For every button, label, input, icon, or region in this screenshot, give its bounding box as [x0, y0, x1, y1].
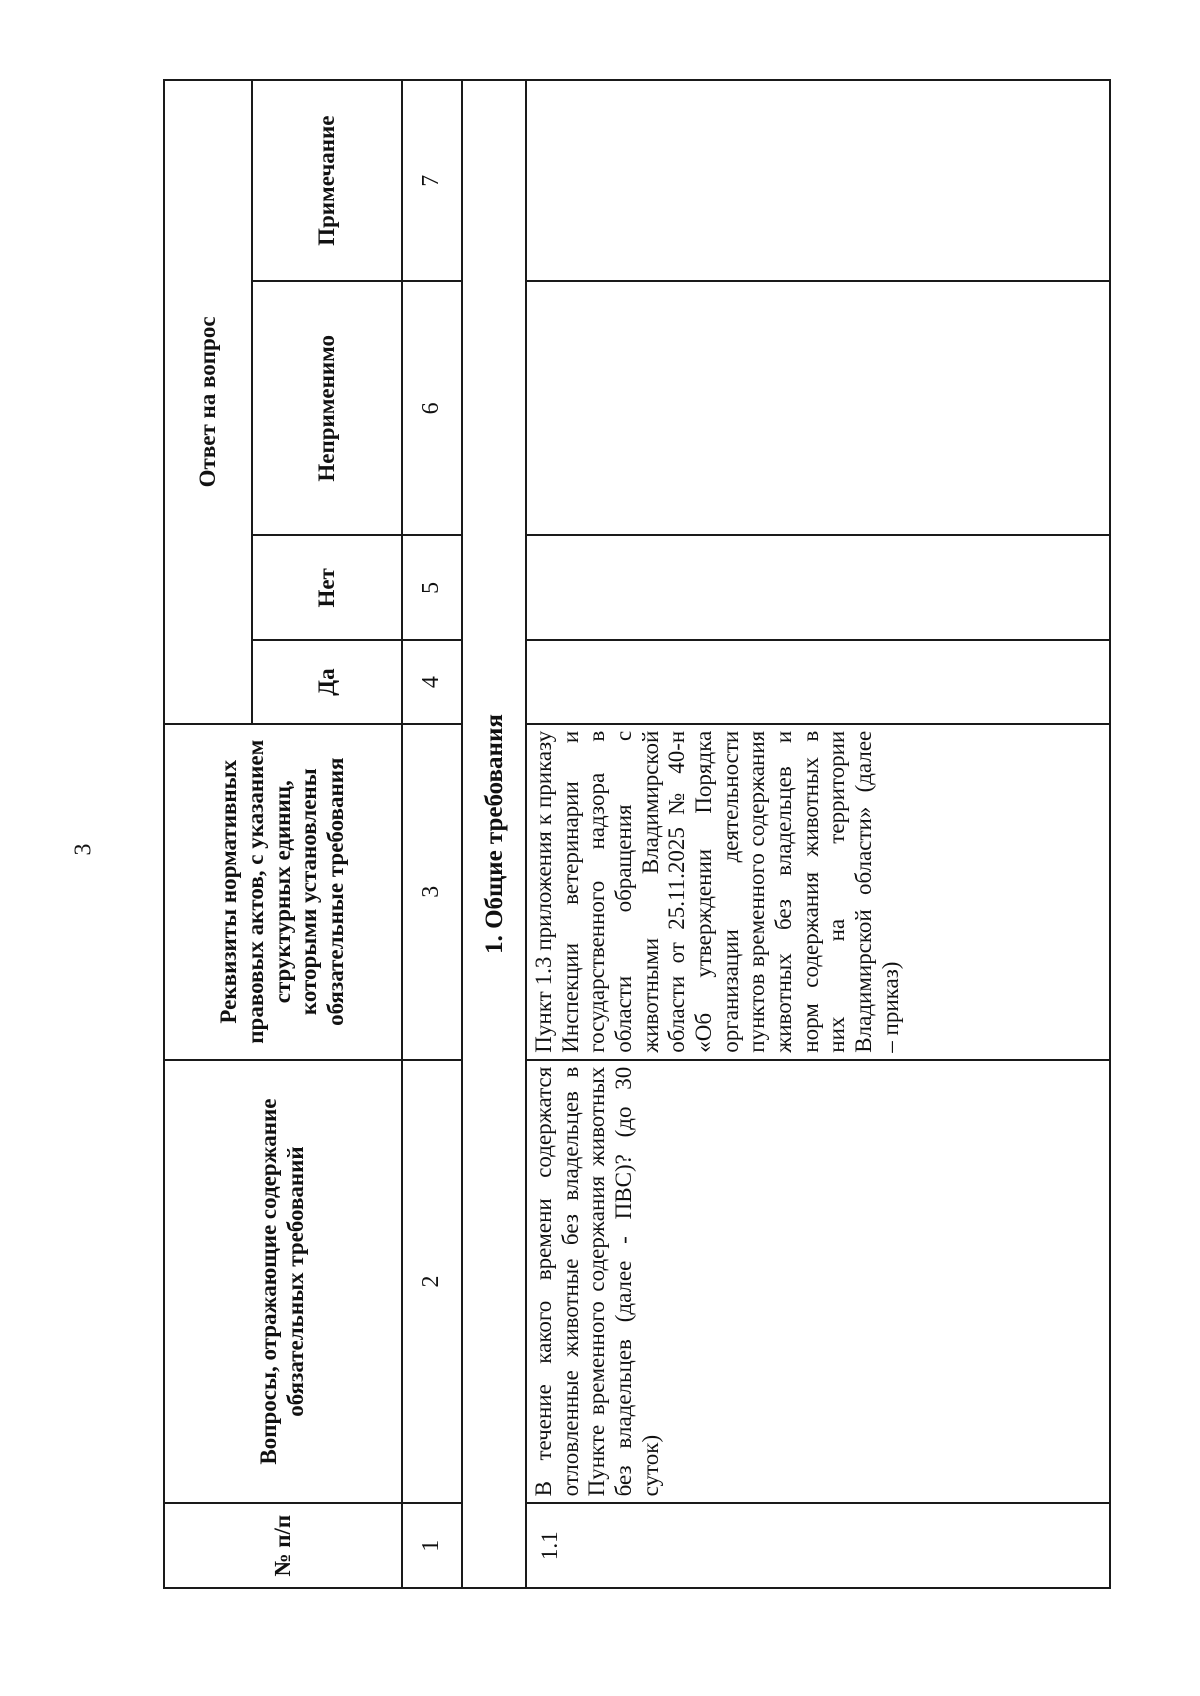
- column-number: 6: [402, 281, 462, 535]
- header-note: Примечание: [252, 80, 402, 281]
- section-row: [462, 80, 526, 1588]
- header-requisites: Реквизиты нормативных правовых актов, с указанием структурных единиц, которыми установлены обязательные требования: [164, 724, 402, 1060]
- answer-yes-cell[interactable]: [526, 640, 1110, 723]
- header-no: Нет: [252, 535, 402, 640]
- header-num: № п/п: [164, 1503, 402, 1588]
- header-yes: Да: [252, 640, 402, 723]
- question-text: В течение какого времени содержатся отловленные животные без владельцев в Пункте временного содержания животных без владельцев (далее - ПВС)? (до 30 суток): [526, 1060, 1110, 1504]
- header-answer-group: Ответ на вопрос: [164, 80, 252, 724]
- column-numbers-row: [402, 80, 462, 1588]
- column-number: 3: [402, 724, 462, 1060]
- header-questions: Вопросы, отражающие содержание обязательных требований: [164, 1060, 402, 1504]
- column-number: 4: [402, 640, 462, 723]
- header-not-applicable: Неприменимо: [252, 281, 402, 535]
- answer-not-applicable-cell[interactable]: [526, 281, 1110, 535]
- rotated-page-content: [163, 79, 1111, 1589]
- section-title: 1. Общие требования: [462, 80, 526, 1588]
- note-cell[interactable]: [526, 80, 1110, 281]
- table-row: [526, 80, 1110, 1588]
- row-number: 1.1: [526, 1503, 1110, 1588]
- column-number: 7: [402, 80, 462, 281]
- requisite-text: Пункт 1.3 приложения к приказу Инспекции ветеринарии и государственного надзора в области обращения с животными Владимирской области от 25.11.2025 № 40-н «Об утверждении Порядка организации деятельности пунктов временного содержания животных без владельцев и норм содержания животных в них на территории Владимирской области» (далее – приказ): [526, 724, 1110, 1060]
- column-number: 5: [402, 535, 462, 640]
- page-number: 3: [70, 843, 97, 856]
- answer-no-cell[interactable]: [526, 535, 1110, 640]
- checklist-table: [163, 79, 1111, 1589]
- column-number: 1: [402, 1503, 462, 1588]
- column-number: 2: [402, 1060, 462, 1504]
